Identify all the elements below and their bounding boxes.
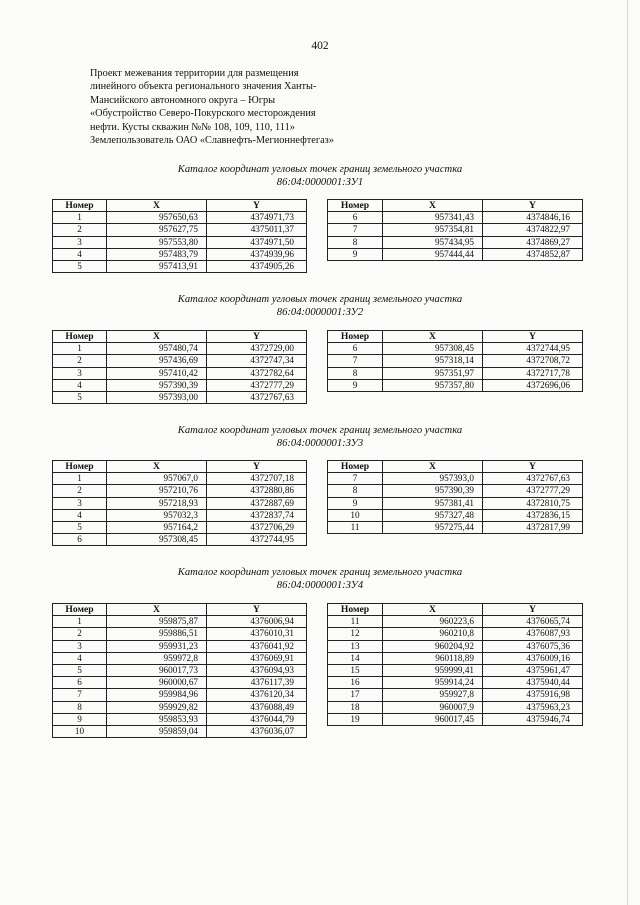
table-row [53,212,307,224]
table-header-row [328,461,583,473]
parcel-number: 86:04:0000001:ЗУ4 [276,580,364,591]
x-coordinate-cell: 957480,74 [107,343,207,355]
point-number-cell: 11 [328,616,383,628]
x-coordinate-cell: 960118,89 [383,652,483,664]
table-row [328,224,583,236]
y-coordinate-cell: 4374846,16 [483,212,583,224]
section-title [0,293,640,319]
x-coordinate-cell: 959931,23 [107,640,207,652]
coordinate-table-left [52,460,307,546]
table-row [328,689,583,701]
table-row [328,355,583,367]
y-coordinate-cell: 4374971,50 [207,236,307,248]
point-number-cell: 13 [328,640,383,652]
column-header-x: X [383,200,483,212]
y-coordinate-cell: 4374852,87 [483,248,583,260]
table-row [53,509,307,521]
table-row [53,534,307,546]
parcel-number: 86:04:0000001:ЗУ2 [276,307,364,318]
table-row [53,367,307,379]
point-number-cell: 9 [328,497,383,509]
x-coordinate-cell: 959999,41 [383,664,483,676]
point-number-cell: 1 [53,616,107,628]
table-row [328,367,583,379]
x-coordinate-cell: 957393,0 [383,473,483,485]
table-row [53,521,307,533]
y-coordinate-cell: 4372767,63 [483,473,583,485]
column-header-number: Номер [328,604,383,616]
point-number-cell: 3 [53,497,107,509]
table-row [328,628,583,640]
y-coordinate-cell: 4372782,64 [207,367,307,379]
x-coordinate-cell: 959859,04 [107,725,207,737]
x-coordinate-cell: 957067,0 [107,473,207,485]
y-coordinate-cell: 4372717,78 [483,367,583,379]
y-coordinate-cell: 4375940,44 [483,677,583,689]
table-row [328,497,583,509]
catalog-title: Каталог координат угловых точек границ земельного участка [177,567,463,578]
y-coordinate-cell: 4376044,79 [207,713,307,725]
point-number-cell: 11 [328,521,383,533]
table-row [53,640,307,652]
x-coordinate-cell: 957553,80 [107,236,207,248]
point-number-cell: 6 [328,343,383,355]
point-number-cell: 6 [53,677,107,689]
y-coordinate-cell: 4376087,93 [483,628,583,640]
coordinate-table-right [327,199,583,261]
x-coordinate-cell: 957354,81 [383,224,483,236]
x-coordinate-cell: 959927,8 [383,689,483,701]
point-number-cell: 4 [53,248,107,260]
y-coordinate-cell: 4374939,96 [207,248,307,260]
y-coordinate-cell: 4376036,07 [207,725,307,737]
x-coordinate-cell: 957210,76 [107,485,207,497]
coordinate-table-right [327,460,583,534]
y-coordinate-cell: 4374869,27 [483,236,583,248]
point-number-cell: 5 [53,664,107,676]
x-coordinate-cell: 957410,42 [107,367,207,379]
y-coordinate-cell: 4372777,29 [207,379,307,391]
x-coordinate-cell: 957413,91 [107,260,207,272]
column-header-number: Номер [53,461,107,473]
page-number: 402 [311,40,329,52]
y-coordinate-cell: 4372729,00 [207,343,307,355]
point-number-cell: 1 [53,473,107,485]
x-coordinate-cell: 957357,80 [383,379,483,391]
table-row [53,713,307,725]
table-row [53,355,307,367]
table-row [328,521,583,533]
y-coordinate-cell: 4372707,18 [207,473,307,485]
point-number-cell: 18 [328,701,383,713]
y-coordinate-cell: 4375961,47 [483,664,583,676]
y-coordinate-cell: 4376117,39 [207,677,307,689]
coordinate-table-left [52,330,307,404]
point-number-cell: 15 [328,664,383,676]
point-number-cell: 7 [53,689,107,701]
coordinate-table-right [327,603,583,726]
column-header-number: Номер [53,200,107,212]
table-row [53,248,307,260]
column-header-y: Y [207,461,307,473]
point-number-cell: 1 [53,343,107,355]
column-header-y: Y [483,604,583,616]
table-header-row [328,331,583,343]
y-coordinate-cell: 4372777,29 [483,485,583,497]
point-number-cell: 7 [328,224,383,236]
y-coordinate-cell: 4376041,92 [207,640,307,652]
x-coordinate-cell: 957318,14 [383,355,483,367]
column-header-number: Номер [328,461,383,473]
table-row [53,652,307,664]
y-coordinate-cell: 4375011,37 [207,224,307,236]
x-coordinate-cell: 957341,43 [383,212,483,224]
x-coordinate-cell: 957327,48 [383,509,483,521]
column-header-y: Y [483,200,583,212]
table-header-row [328,200,583,212]
x-coordinate-cell: 957483,79 [107,248,207,260]
x-coordinate-cell: 959886,51 [107,628,207,640]
catalog-title: Каталог координат угловых точек границ земельного участка [177,294,463,305]
x-coordinate-cell: 957393,00 [107,391,207,403]
table-row [328,677,583,689]
point-number-cell: 8 [328,236,383,248]
point-number-cell: 2 [53,628,107,640]
x-coordinate-cell: 959984,96 [107,689,207,701]
table-header-row [53,461,307,473]
y-coordinate-cell: 4372747,34 [207,355,307,367]
point-number-cell: 8 [328,367,383,379]
column-header-y: Y [483,461,583,473]
table-row [328,509,583,521]
point-number-cell: 6 [328,212,383,224]
table-row [328,473,583,485]
x-coordinate-cell: 959875,87 [107,616,207,628]
header-line: линейного объекта регионального значения Ханты- [90,81,317,93]
table-row [53,628,307,640]
x-coordinate-cell: 959972,8 [107,652,207,664]
header-line: Землепользователь ОАО «Славнефть-Мегионнефтегаз» [90,135,334,147]
parcel-number: 86:04:0000001:ЗУ1 [276,177,364,188]
table-row [53,701,307,713]
coordinate-table-right [327,330,583,392]
table-row [53,473,307,485]
table-row [328,652,583,664]
table-row [53,224,307,236]
column-header-number: Номер [328,331,383,343]
table-row [53,236,307,248]
catalog-title: Каталог координат угловых точек границ земельного участка [177,164,463,175]
table-row [328,616,583,628]
page-edge [627,0,628,905]
point-number-cell: 4 [53,379,107,391]
y-coordinate-cell: 4372744,95 [483,343,583,355]
column-header-y: Y [207,331,307,343]
coordinate-table-left [52,199,307,273]
column-header-x: X [107,604,207,616]
table-row [53,677,307,689]
x-coordinate-cell: 957164,2 [107,521,207,533]
section-title [0,566,640,592]
y-coordinate-cell: 4376094,93 [207,664,307,676]
column-header-x: X [383,331,483,343]
table-row [53,725,307,737]
parcel-number: 86:04:0000001:ЗУ3 [276,438,364,449]
table-row [53,391,307,403]
y-coordinate-cell: 4375916,98 [483,689,583,701]
x-coordinate-cell: 957381,41 [383,497,483,509]
y-coordinate-cell: 4372744,95 [207,534,307,546]
document-header [90,67,380,147]
x-coordinate-cell: 960223,6 [383,616,483,628]
table-row [53,616,307,628]
y-coordinate-cell: 4374971,73 [207,212,307,224]
x-coordinate-cell: 959914,24 [383,677,483,689]
y-coordinate-cell: 4376009,16 [483,652,583,664]
y-coordinate-cell: 4372810,75 [483,497,583,509]
column-header-x: X [383,604,483,616]
y-coordinate-cell: 4376006,94 [207,616,307,628]
y-coordinate-cell: 4376065,74 [483,616,583,628]
table-row [53,379,307,391]
point-number-cell: 2 [53,485,107,497]
x-coordinate-cell: 957308,45 [383,343,483,355]
y-coordinate-cell: 4376088,49 [207,701,307,713]
table-header-row [53,604,307,616]
x-coordinate-cell: 960007,9 [383,701,483,713]
column-header-number: Номер [53,331,107,343]
y-coordinate-cell: 4374905,26 [207,260,307,272]
y-coordinate-cell: 4376069,91 [207,652,307,664]
y-coordinate-cell: 4374822,97 [483,224,583,236]
x-coordinate-cell: 957434,95 [383,236,483,248]
y-coordinate-cell: 4376120,34 [207,689,307,701]
point-number-cell: 4 [53,652,107,664]
table-row [53,485,307,497]
x-coordinate-cell: 960000,67 [107,677,207,689]
point-number-cell: 2 [53,355,107,367]
column-header-number: Номер [328,200,383,212]
table-row [328,640,583,652]
table-row [328,713,583,725]
x-coordinate-cell: 957032,3 [107,509,207,521]
y-coordinate-cell: 4372837,74 [207,509,307,521]
point-number-cell: 5 [53,391,107,403]
point-number-cell: 8 [328,485,383,497]
table-row [328,664,583,676]
x-coordinate-cell: 957390,39 [383,485,483,497]
coordinate-table-left [52,603,307,738]
y-coordinate-cell: 4372817,99 [483,521,583,533]
y-coordinate-cell: 4376075,36 [483,640,583,652]
table-header-row [53,200,307,212]
column-header-number: Номер [53,604,107,616]
x-coordinate-cell: 957627,75 [107,224,207,236]
y-coordinate-cell: 4372887,69 [207,497,307,509]
x-coordinate-cell: 959853,93 [107,713,207,725]
point-number-cell: 10 [53,725,107,737]
column-header-y: Y [207,604,307,616]
x-coordinate-cell: 960017,73 [107,664,207,676]
table-row [53,664,307,676]
column-header-x: X [383,461,483,473]
y-coordinate-cell: 4372767,63 [207,391,307,403]
table-row [328,701,583,713]
table-header-row [53,331,307,343]
column-header-y: Y [207,200,307,212]
table-row [328,379,583,391]
column-header-x: X [107,200,207,212]
x-coordinate-cell: 957275,44 [383,521,483,533]
point-number-cell: 9 [328,379,383,391]
y-coordinate-cell: 4375963,23 [483,701,583,713]
y-coordinate-cell: 4372880,86 [207,485,307,497]
header-line: нефти. Кусты скважин №№ 108, 109, 110, 111» [90,121,295,133]
table-row [328,485,583,497]
table-row [328,248,583,260]
x-coordinate-cell: 959929,82 [107,701,207,713]
point-number-cell: 14 [328,652,383,664]
y-coordinate-cell: 4372708,72 [483,355,583,367]
point-number-cell: 17 [328,689,383,701]
point-number-cell: 3 [53,640,107,652]
x-coordinate-cell: 957351,97 [383,367,483,379]
x-coordinate-cell: 960204,92 [383,640,483,652]
point-number-cell: 16 [328,677,383,689]
table-row [53,260,307,272]
table-row [53,689,307,701]
x-coordinate-cell: 957436,69 [107,355,207,367]
point-number-cell: 6 [53,534,107,546]
x-coordinate-cell: 957650,63 [107,212,207,224]
point-number-cell: 7 [328,355,383,367]
point-number-cell: 7 [328,473,383,485]
point-number-cell: 19 [328,713,383,725]
table-row [328,343,583,355]
x-coordinate-cell: 957308,45 [107,534,207,546]
table-row [328,212,583,224]
point-number-cell: 3 [53,236,107,248]
point-number-cell: 1 [53,212,107,224]
point-number-cell: 10 [328,509,383,521]
y-coordinate-cell: 4375946,74 [483,713,583,725]
y-coordinate-cell: 4372696,06 [483,379,583,391]
point-number-cell: 2 [53,224,107,236]
y-coordinate-cell: 4372706,29 [207,521,307,533]
point-number-cell: 9 [328,248,383,260]
table-row [328,236,583,248]
point-number-cell: 4 [53,509,107,521]
table-row [53,497,307,509]
table-row [53,343,307,355]
table-header-row [328,604,583,616]
point-number-cell: 5 [53,521,107,533]
header-line: Проект межевания территории для размещения [90,68,299,79]
section-title [0,424,640,450]
x-coordinate-cell: 957218,93 [107,497,207,509]
column-header-y: Y [483,331,583,343]
x-coordinate-cell: 960210,8 [383,628,483,640]
point-number-cell: 12 [328,628,383,640]
header-line: Мансийского автономного округа – Югры [90,94,276,106]
y-coordinate-cell: 4372836,15 [483,509,583,521]
section-title [0,163,640,189]
point-number-cell: 9 [53,713,107,725]
x-coordinate-cell: 957444,44 [383,248,483,260]
point-number-cell: 8 [53,701,107,713]
x-coordinate-cell: 960017,45 [383,713,483,725]
catalog-title: Каталог координат угловых точек границ земельного участка [177,425,463,436]
y-coordinate-cell: 4376010,31 [207,628,307,640]
point-number-cell: 5 [53,260,107,272]
column-header-x: X [107,461,207,473]
header-line: «Обустройство Северо-Покурского месторождения [90,108,316,120]
x-coordinate-cell: 957390,39 [107,379,207,391]
column-header-x: X [107,331,207,343]
point-number-cell: 3 [53,367,107,379]
